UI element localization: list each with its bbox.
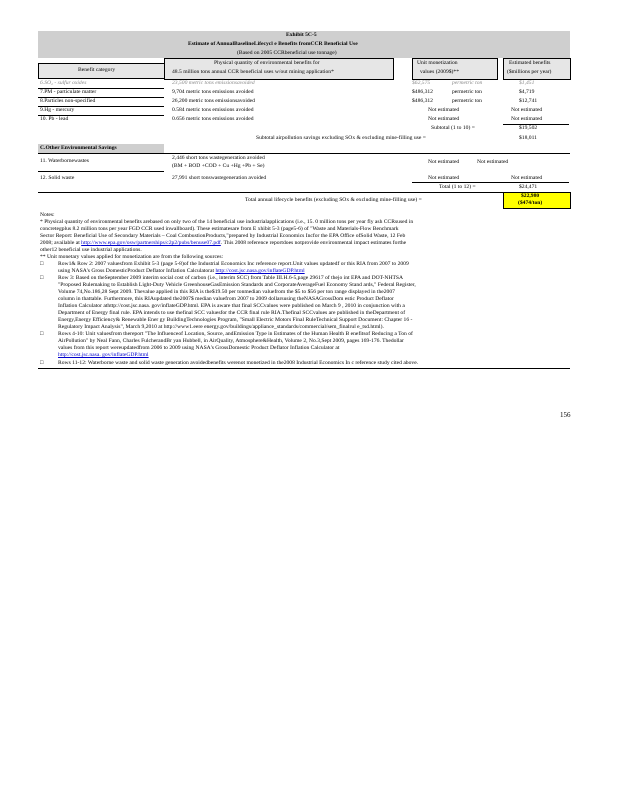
bullet-2-line2: "Proposed Rulemaking to Establish Light-Duty Vehicle GreenhouseGasEmission Standards and CorporateAverageFuel Economy Stand ards," Federal Register,: [58, 282, 416, 288]
bullet-4-marker: □: [40, 360, 44, 366]
bullet-2-line7: Energy,Energy Efficiency& Renewable Ener gy BuildingTechnologies Program, "Small Electric Motors Final RuleTechnical Support Document: Chapter 16 -: [58, 317, 413, 323]
row-9-unit-value: Not estimated: [428, 107, 460, 113]
row-6-quantity: 23,500 metric tons emissionsavoided: [172, 80, 255, 86]
bullet-2-line3: Volume 74,No.186,28 Sept 2009. Thevalue applied in this RIA is the$19.50 per tonmedian valuefrom the $5 to $56 per ton range displayed in the2007: [58, 289, 395, 295]
row-7-unit-value: $486,312: [412, 89, 433, 95]
notes-p1-line1: * Physical quantity of environmental benefits arebased on only two of the 14 beneficial use industrialapplications (i.e., 15. 0 million tons per year fly ash CCRsused in: [40, 219, 414, 225]
row-7-unit-per: permetric ton: [452, 89, 482, 95]
exhibit-number: Exhibit 5C-5: [286, 32, 317, 38]
row-10-category: 10. Pb - lead: [40, 116, 69, 122]
bullet-2-line6: Department of Energy final rule. EPA intends to use thefinal SCC valuesfor the CCR final rule RIA.Thefinal SCCvalues are published in theDepartment of: [58, 310, 406, 316]
row-11-quantity-line2: (BM + BOD +COD + Cu +Hg +Pb + Se): [172, 163, 265, 169]
header-unit-line1: Unit monetization: [417, 60, 458, 66]
row-7-estimate: $4,719: [519, 89, 535, 95]
subtotal-1-10-label: Subtotal (1 to 10) =: [431, 125, 475, 131]
row-11-unit-value: Not estimated: [428, 159, 460, 165]
row-10-unit-value: Not estimated: [428, 116, 460, 122]
subtotal-air-value: $18,011: [519, 135, 537, 141]
header-est-line1: Estimated benefits: [509, 60, 551, 66]
bullet-1-line2-text: using NASA's Gross DomesticProduct Deflator Inflation Calculatorat: [58, 268, 216, 274]
header-est-line2: ($millions per year): [507, 69, 552, 75]
row-11-category: 11. Waterbornewastes: [40, 158, 89, 164]
notes-p1-line4: [40, 240, 406, 247]
bullet-2-line5: Inflation Calculator athttp://cost.jsc.nasa. gov/inflateGDP.html. EPA is aware that final SCCvalues were published on March 9 , 2010 in conjunction with a: [58, 303, 405, 309]
header-physical-line2: 48.5 million tons annual CCR beneficial uses w/out mining application*: [172, 69, 334, 75]
notes-p1-line4-prefix: 2008; available at: [40, 240, 82, 246]
row-12-estimate: Not estimated: [511, 175, 543, 181]
notes-p1-line2: concretegplus 8.2 million tons per year FGD CCR used inwallboard). These estimatesare from E xhibit 5-3 (page5-6) of "Waste and Materials-Flow Benchmark: [40, 226, 399, 232]
row-12-quantity-line1: 27,991 short tonswastegeneration avoided: [172, 175, 267, 181]
bullet-3-line2: AirPollution" by Neal Fann, Charles FulcherandBr yan Hubbell, in AirQuality, Atmosphere&Health, Volume 2, No.3,Sept 2009, pages 169-176. Thedollar: [58, 338, 404, 344]
row-9-estimate: Not estimated: [511, 107, 543, 113]
header-benefit-category: Benefit category: [78, 67, 116, 73]
notes-heading: Notes:: [40, 212, 55, 218]
row-8-quantity: 26,200 metric tons emissionsavoided: [172, 98, 255, 104]
row-6-unit-per: permetric ton: [452, 80, 483, 86]
page-number: 156: [560, 411, 571, 419]
row-6-estimate: $1,451: [519, 80, 535, 86]
nasa-inflation-link-2[interactable]: http://cost.jsc.nasa. gov/inflateGDP.html: [58, 352, 149, 358]
subtotal-1-10-divider: [503, 124, 569, 125]
notes-p2: ** Unit monetary values applied for monetization are from the following sources:: [40, 254, 224, 260]
row-9-quantity: 0.584 metric tons emissions avoided: [172, 107, 254, 113]
epa-report-link[interactable]: http://www.epa.gov/osw/partnerships/c2p2/pubs/benuse07.pdf: [81, 240, 221, 246]
notes-p1-last: other12 beneficial use industrial applications.: [40, 247, 142, 253]
total-annual-label: Total annual lifecycle benefits (excluding SOx & excluding mine-filling use) =: [245, 197, 422, 203]
row-11-quantity-line1: 2,446 short tons wastegeneration avoided: [172, 155, 265, 161]
row-9-category: 9.Hg - mercury: [40, 107, 75, 113]
bullet-3-line1: Rows 4-10: Unit valuesfrom thereport "The Influenceof Location, Source, andEmission Type in Estimates of the Human Health B enefitsof Reducing a Ton of: [58, 331, 413, 337]
bullet-2-line1: Row 3: Based on theSeptember 2009 interim social cost of carbon (i.e., interim SCC) from Table III.H.6-5,page 29617 of thejo int EPA and DOT-NHTSA: [58, 275, 404, 281]
row-8-unit-value: $486,312: [412, 98, 433, 104]
section-c-rule: [38, 153, 570, 154]
exhibit-subtitle: (Based on 2005 CCRbeneficial use tonnage): [237, 50, 337, 56]
bullet-3-marker: □: [40, 331, 44, 337]
row-11-estimate: Not estimated: [477, 159, 509, 165]
row-12-divider: [412, 182, 569, 183]
row-6-unit-value: $62,575: [412, 80, 431, 86]
subtotal-1-10-value: $19,502: [519, 125, 538, 131]
bullet-1-marker: □: [40, 261, 44, 267]
bullet-4-line1: Rows 11-12: Waterborne waste and solid waste generation avoidedbenefits werenot monetized in the2008 Industrial Economics In c reference study cited above.: [58, 360, 419, 366]
bullet-3-line3: values from this report wereupdatedfrom 2006 to 2009 using NASA's GrossDomestic Product Deflator Inflation Calculator at: [58, 345, 340, 351]
header-physical-line1: Physical quantity of environmental benefits for: [214, 60, 320, 66]
row-6-category: 6.SO₂ - sulfur oxides: [40, 80, 87, 86]
total-1-12-rule: [38, 192, 570, 193]
row-12-category: 12. Solid waste: [40, 175, 75, 181]
row-8-estimate: $12,741: [519, 98, 538, 104]
header-unit-line2: values (2009$)**: [420, 69, 459, 75]
total-1-12-value: $24,471: [519, 184, 538, 190]
row-10-quantity: 0.656 metric tons emissions avoided: [172, 116, 254, 122]
notes-bottom-rule: [38, 368, 570, 369]
exhibit-title: Estimate of AnnualBaselineLifecycl e Benefits fromCCR Beneficial Use: [188, 41, 358, 47]
section-c-title: C.Other Environmental Savings: [40, 145, 117, 151]
row-7-category: 7.PM - particulate matter: [40, 89, 97, 95]
notes-p1-line3: Sector Report: Beneficial Use of Secondary Materials – Coal CombustionProducts,"prepared by Industrial Economics Incfor the EPA Office ofSolid Waste, 12 Feb: [40, 233, 406, 239]
row-7-quantity: 9,704 metric tons emissions avoided: [172, 89, 254, 95]
bullet-2-line4: column in thattable. Furthermore, this RIAupdated the2007$ median valuefrom 2007 to 2009 dollarsusing theNASAGrossDom estic Product Deflator: [58, 296, 394, 302]
bullet-1-line2: [58, 268, 305, 275]
total-annual-value: $22,980: [521, 193, 540, 199]
bullet-1-line1: Row1& Row 2: 2007 valuesfrom Exhibit 5-3 (page 5-8)of the Industrial Economics Inc reference report.Unit values updatedf or this RIA from 2007 to 2009: [58, 261, 409, 267]
total-1-12-label: Total (1 to 12) =: [439, 184, 476, 190]
total-annual-per-ton: ($474/ton): [518, 200, 543, 206]
row-10-estimate: Not estimated: [511, 116, 543, 122]
subtotal-air-label: Subtotal airpollution savings excluding SOx & excluding mine-filling use =: [256, 135, 426, 141]
row-11-divider: [38, 171, 164, 172]
row-8-unit-per: permetric ton: [452, 98, 482, 104]
row-8-category: 8.Particles non-specified: [40, 98, 96, 104]
bullet-2-marker: □: [40, 275, 44, 281]
bullet-2-line8: Regulatory Impact Analysis", March 9,2010 at http://www1.eere energy.gov/buildings/appliance_standards/commercial/sem_finalrul e_tsd.html).: [58, 324, 384, 330]
nasa-inflation-link-1[interactable]: http://cost.jsc.nasa.gov/inflateGDP.html: [215, 268, 305, 274]
notes-p1-after-link: . This 2008 reference reportdoes notprovide environmental impact estimates forthe: [220, 240, 407, 246]
row-12-unit-value: Not estimated: [428, 175, 460, 181]
